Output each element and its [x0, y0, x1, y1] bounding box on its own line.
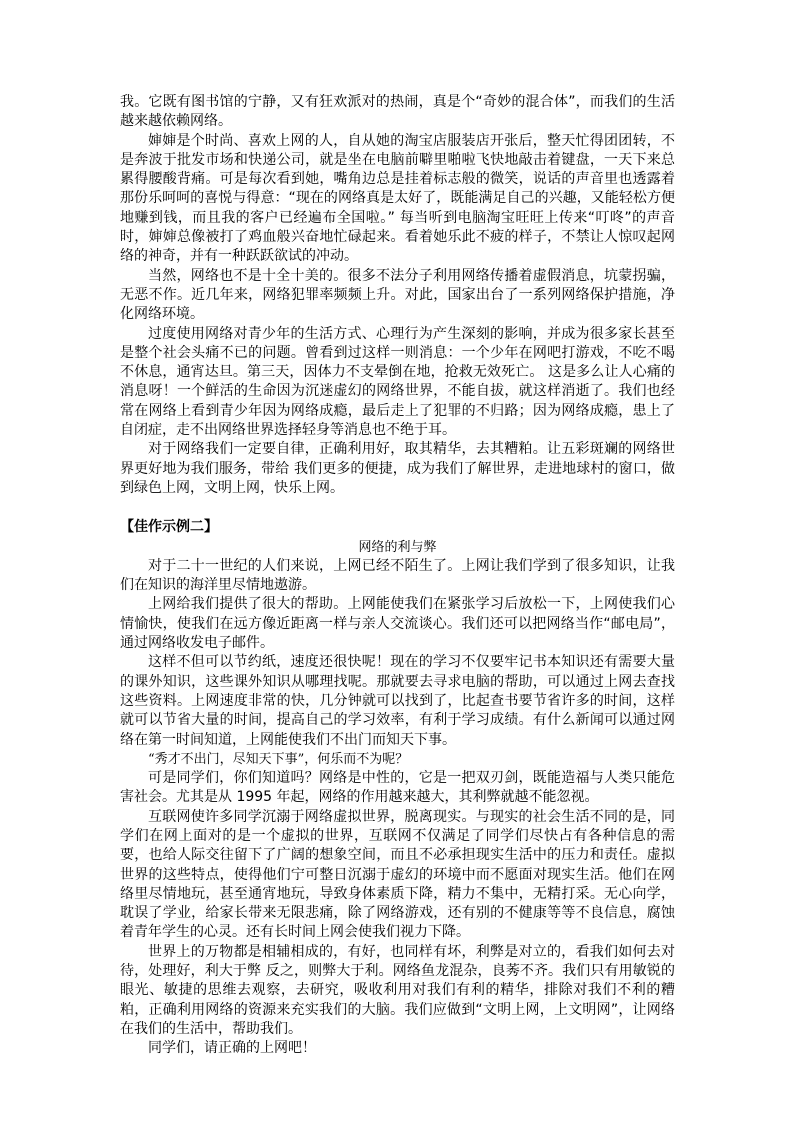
paragraph-self-discipline: 对于网络我们一定要自律，正确利用好，取其精华，去其糟粕。让五彩斑斓的网络世界更好地为我们服务，带给 我们更多的便捷，成为我们了解世界，走进地球村的窗口，做到绿色上网，文明上网，快乐上网。 — [120, 441, 675, 496]
essay-paragraph-2: 上网给我们提供了很大的帮助。上网能使我们在紧张学习后放松一下，上网使我们心情愉快，使我们在远方像近距离一样与亲人交流谈心。我们还可以把网络当作“邮电局”，通过网络收发电子邮件。 — [120, 596, 675, 652]
document-page — [120, 93, 675, 1059]
essay-paragraph-4: 可是同学们，你们知道吗？网络是中性的，它是一把双刃剑，既能造福与人类只能危害社会。尤其是从 1995 年起，网络的作用越来越大，其利弊就越不能忽视。 — [120, 770, 675, 806]
section-gap — [120, 498, 675, 518]
essay-paragraph-5: 互联网使许多同学沉溺于网络虚拟世界，脱离现实。与现实的社会生活不同的是，同学们在网上面对的是一个虚拟的世界，互联网不仅满足了同学们尽快占有各种信息的需要，也给人际交往留下了广阔的想象空间，而且不必承担现实生活中的压力和责任。虚拟世界的这些特点，使得他们宁可整日沉溺于虚幻的环境中而不愿面对现实生活。他们在网络里尽情地玩，甚至通宵地玩，导致身体素质下降，精力不集中，无精打采。无心向学，耽误了学业，给家长带来无限悲痛，除了网络游戏，还有别的不健康等等不良信息，腐蚀着青年学生的心灵。还有长时间上网会使我们视力下降。 — [120, 808, 675, 941]
essay-closing: 同学们，请正确的上网吧！ — [148, 1040, 316, 1057]
essay-quote: “秀才不出门，尽知天下事”，何乐而不为呢？ — [148, 751, 409, 767]
essay-paragraph-3: 这样不但可以节约纸，速度还很快呢！现在的学习不仅要牢记书本知识还有需要大量的课外知识，这些课外知识从哪理找呢。那就要去寻求电脑的帮助，可以通过上网去查找这些资料。上网速度非常的快，几分钟就可以找到了，比起查书要节省许多的时间，这样就可以节省大量的时间，提高自己的学习效率，有利于学习成绩。有什么新闻可以通过网络在第一时间知道，上网能使我们不出门而知天下事。 — [120, 654, 675, 748]
paragraph-overuse: 过度使用网络对青少年的生活方式、心理行为产生深刻的影响，并成为很多家长甚至是整个社会头痛不已的问题。曾看到过这样一则消息：一个少年在网吧打游戏，不吃不喝不休息，通宵达旦。第三天，因体力不支晕倒在地，抢救无效死亡。 这是多么让人心痛的消息呀！一个鲜活的生命因为沉迷虚幻的网络世界，不能自拔，就这样消逝了。我们也经常在网络上看到青少年因为网络成瘾，最后走上了犯罪的不归路；因为网络成瘾，患上了自闭症，走不出网络世界选择轻身等消息也不绝于耳。 — [120, 325, 675, 439]
essay-paragraph-1: 对于二十一世纪的人们来说，上网已经不陌生了。上网让我们学到了很多知识，让我们在知识的海洋里尽情地遨游。 — [120, 557, 675, 594]
paragraph-continuation: 我。它既有图书馆的宁静，又有狂欢派对的热闹，真是个“奇妙的混合体”，而我们的生活越来越依赖网络。 — [120, 94, 675, 130]
section-heading: 【佳作示例二】 — [120, 519, 218, 536]
essay-title: 网络的利与弊 — [358, 539, 437, 555]
paragraph-network-flaws: 当然，网络也不是十全十美的。很多不法分子利用网络传播着虚假消息，坑蒙拐骗，无恶不作。近几年来，网络犯罪率频频上升。对此，国家出台了一系列网络保护措施，净化网络环境。 — [120, 267, 675, 323]
essay-paragraph-6: 世界上的万物都是相辅相成的，有好，也同样有坏，利弊是对立的，看我们如何去对待，处理好，利大于弊 反之，则弊大于利。网络鱼龙混杂，良莠不齐。我们只有用敏锐的眼光、敏捷的思维去观察，去研究，吸收利用对我们有利的精华，排除对我们不利的糟粕，正确利用网络的资源来充实我们的大脑。我们应做到“文明上网，上文明网”，让网络在我们的生活中，帮助我们。 — [120, 943, 675, 1037]
paragraph-aunt-shop: 婶婶是个时尚、喜欢上网的人，自从她的淘宝店服装店开张后，整天忙得团团转，不是奔波于批发市场和快递公司，就是坐在电脑前噼里啪啦飞快地敲击着键盘，一天下来总累得腰酸背痛。可是每次看到她，嘴角边总是挂着标志般的微笑，说话的声音里也透露着那份乐呵呵的喜悦与得意：“现在的网络真是太好了，既能满足自己的兴趣，又能轻松方便地赚到钱，而且我的客户已经遍布全国啦。” 每当听到电脑淘宝旺旺上传来“叮咚”的声音时，婶婶总像被打了鸡血般兴奋地忙碌起来。看着她乐此不疲的样子，不禁让人惊叹起网络的神奇，并有一种跃跃欲试的冲动。 — [120, 132, 675, 265]
